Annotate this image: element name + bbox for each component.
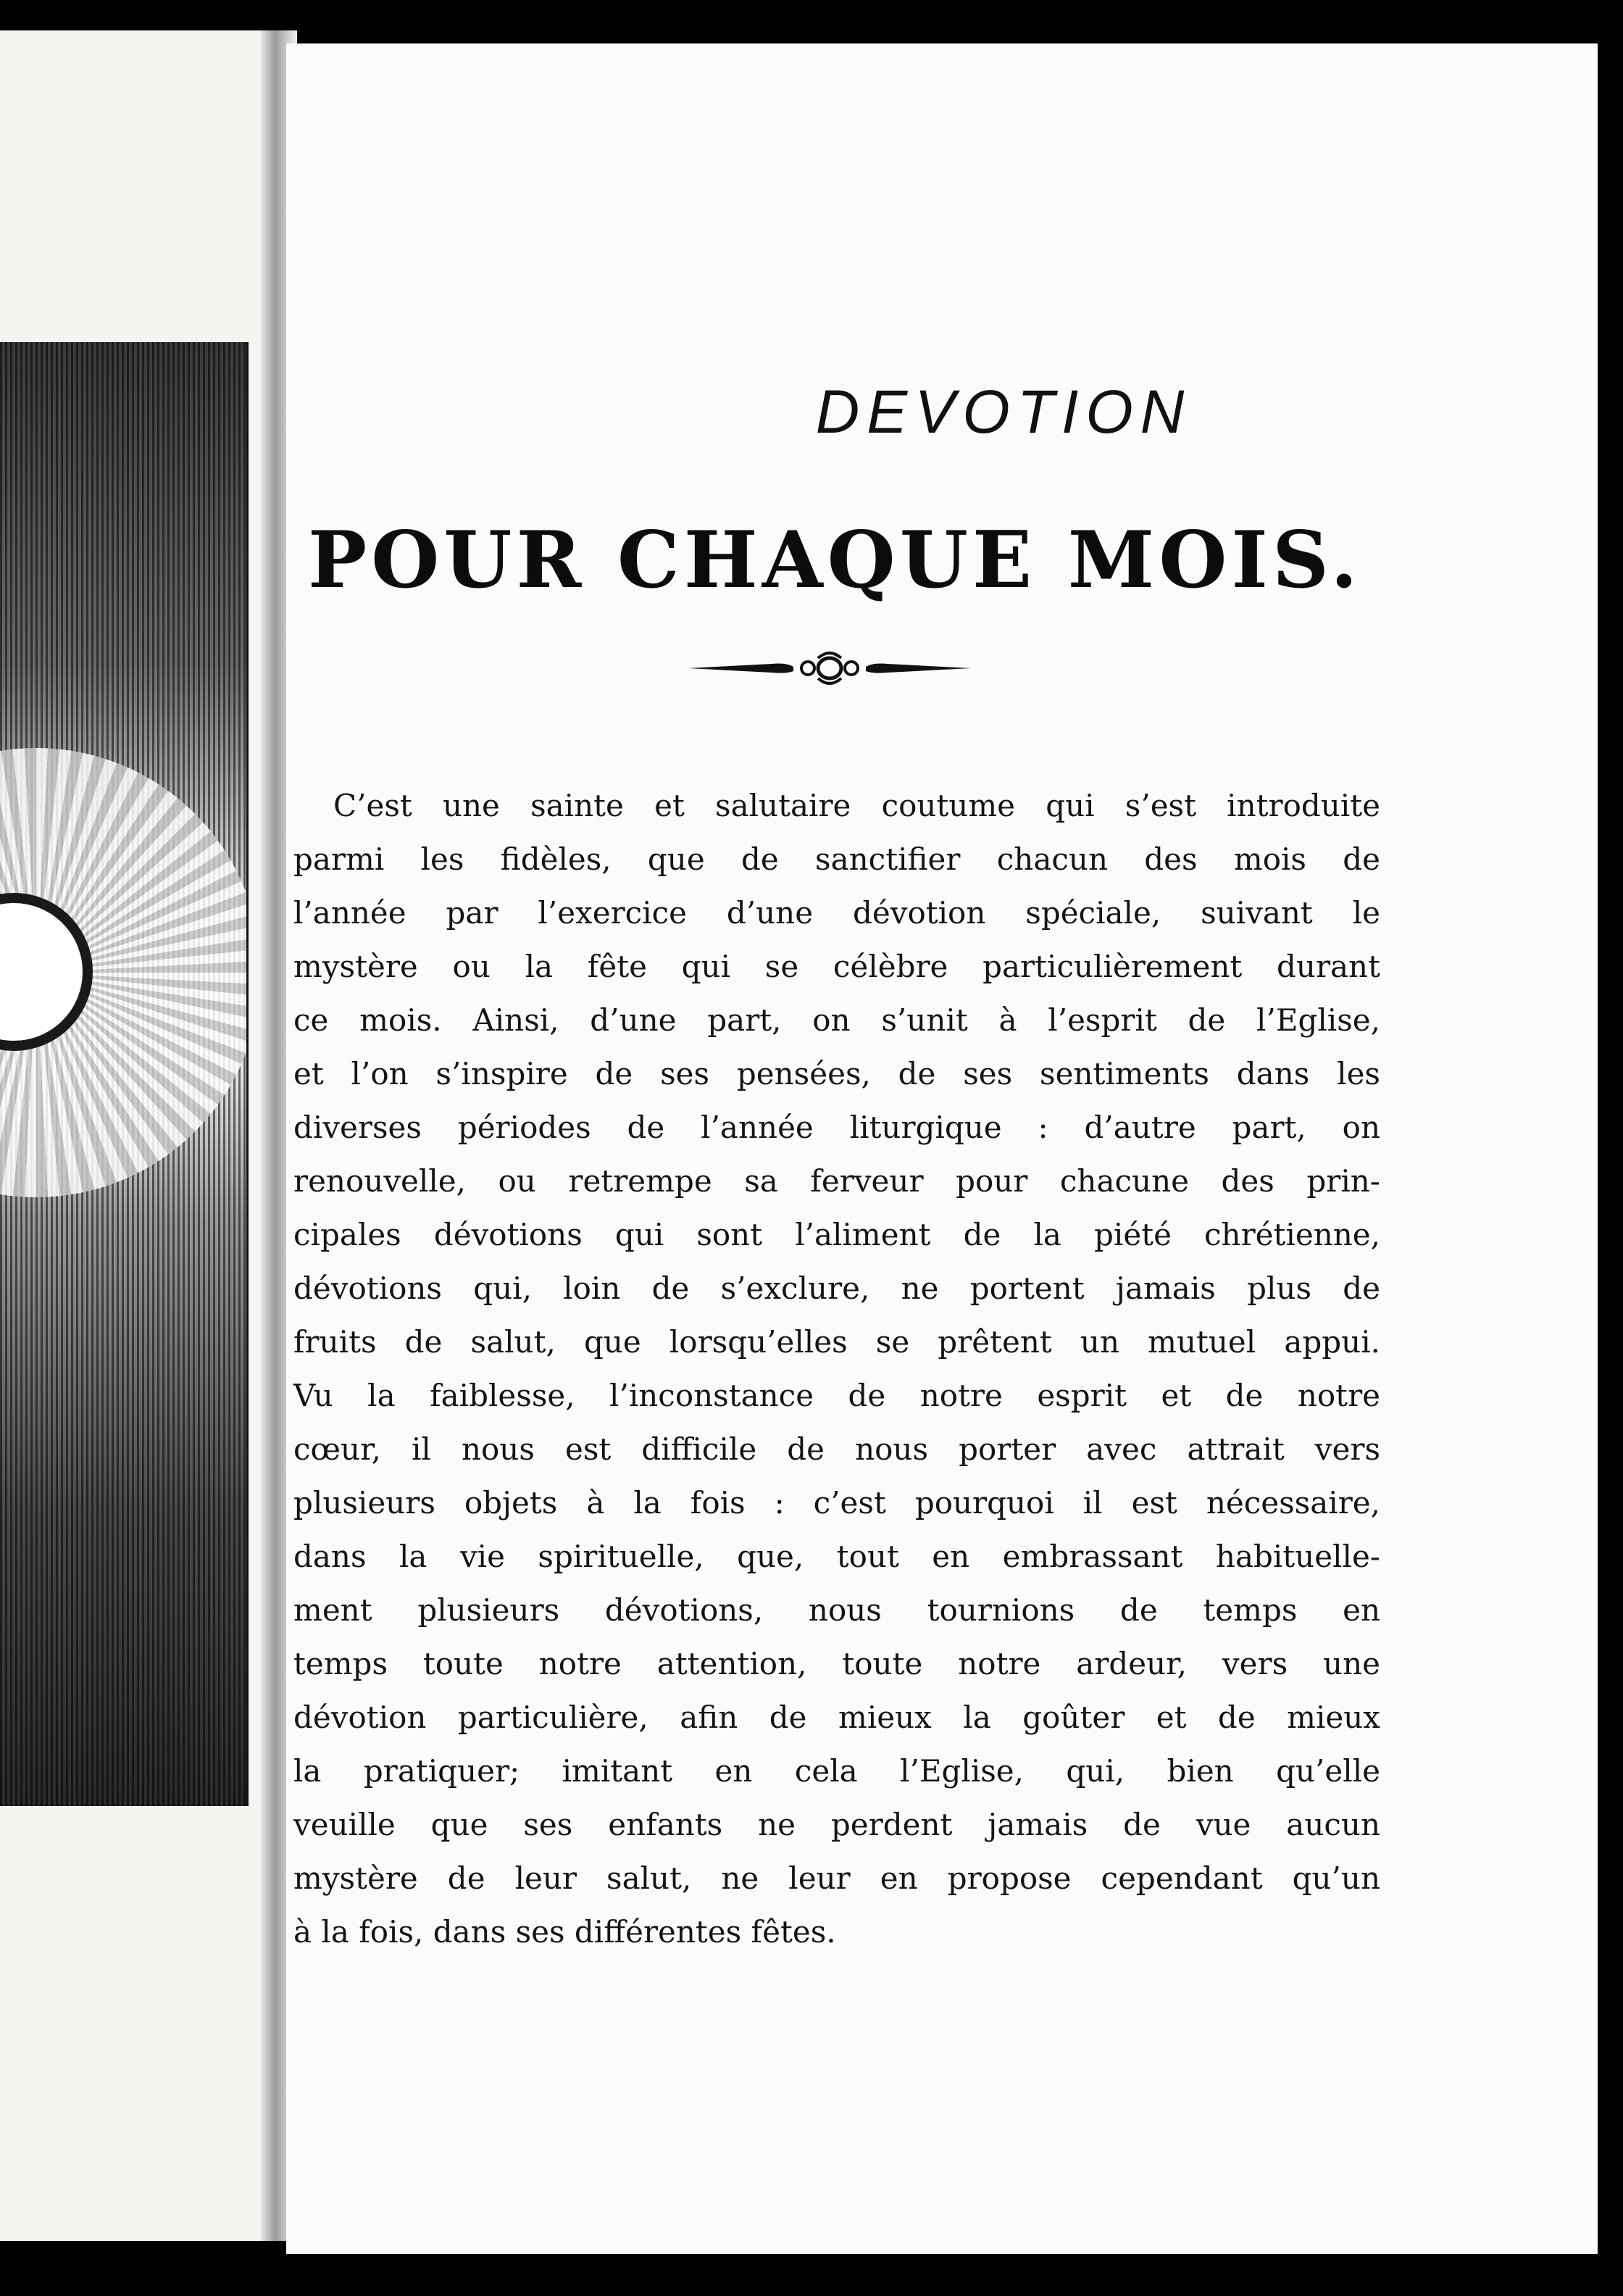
religious-engraving-image: [0, 342, 249, 1806]
text-line: mystère ou la fête qui se célèbre particulièrement durant: [293, 949, 1380, 984]
text-line: l’année par l’exercice d’une dévotion spéciale, suivant le: [293, 895, 1380, 931]
text-line: ment plusieurs dévotions, nous tournions de temps en: [293, 1592, 1380, 1628]
text-line: dévotions qui, loin de s’exclure, ne portent jamais plus de: [293, 1270, 1380, 1306]
text-line: Vu la faiblesse, l’inconstance de notre esprit et de notre: [293, 1378, 1380, 1413]
page-heading-devotion: DEVOTION: [815, 378, 1192, 446]
text-line: fruits de salut, que lorsqu’elles se prêtent un mutuel appui.: [293, 1324, 1380, 1360]
text-line: renouvelle, ou retrempe sa ferveur pour chacune des prin-: [293, 1163, 1380, 1199]
text-line: dans la vie spirituelle, que, tout en embrassant habituelle-: [293, 1539, 1380, 1574]
facing-page: [0, 30, 290, 2241]
text-line: diverses périodes de l’année liturgique : d’autre part, on: [293, 1110, 1380, 1145]
page-title: POUR CHAQUE MOIS.: [308, 515, 1362, 606]
body-paragraph: [293, 779, 1380, 1959]
text-line: C’est une sainte et salutaire coutume qui s’est introduite: [333, 788, 1380, 823]
text-line: cipales dévotions qui sont l’aliment de la piété chrétienne,: [293, 1217, 1380, 1252]
decorative-ornament: [685, 645, 975, 689]
text-line: à la fois, dans ses différentes fêtes.: [293, 1914, 836, 1950]
text-line: temps toute notre attention, toute notre ardeur, vers une: [293, 1646, 1380, 1681]
text-line: plusieurs objets à la fois : c’est pourquoi il est nécessaire,: [293, 1485, 1380, 1521]
scan-border: [0, 2254, 1623, 2296]
text-line: veuille que ses enfants ne perdent jamais de vue aucun: [293, 1807, 1380, 1842]
text-line: dévotion particulière, afin de mieux la goûter et de mieux: [293, 1700, 1380, 1735]
text-line: la pratiquer; imitant en cela l’Eglise, qui, bien qu’elle: [293, 1753, 1380, 1789]
text-page: [286, 43, 1598, 2254]
text-line: cœur, il nous est difficile de nous porter avec attrait vers: [293, 1431, 1380, 1467]
text-line: et l’on s’inspire de ses pensées, de ses sentiments dans les: [293, 1056, 1380, 1091]
text-line: ce mois. Ainsi, d’une part, on s’unit à l’esprit de l’Eglise,: [293, 1002, 1380, 1038]
text-line: mystère de leur salut, ne leur en propose cependant qu’un: [293, 1860, 1380, 1896]
text-line: parmi les fidèles, que de sanctifier chacun des mois de: [293, 841, 1380, 877]
